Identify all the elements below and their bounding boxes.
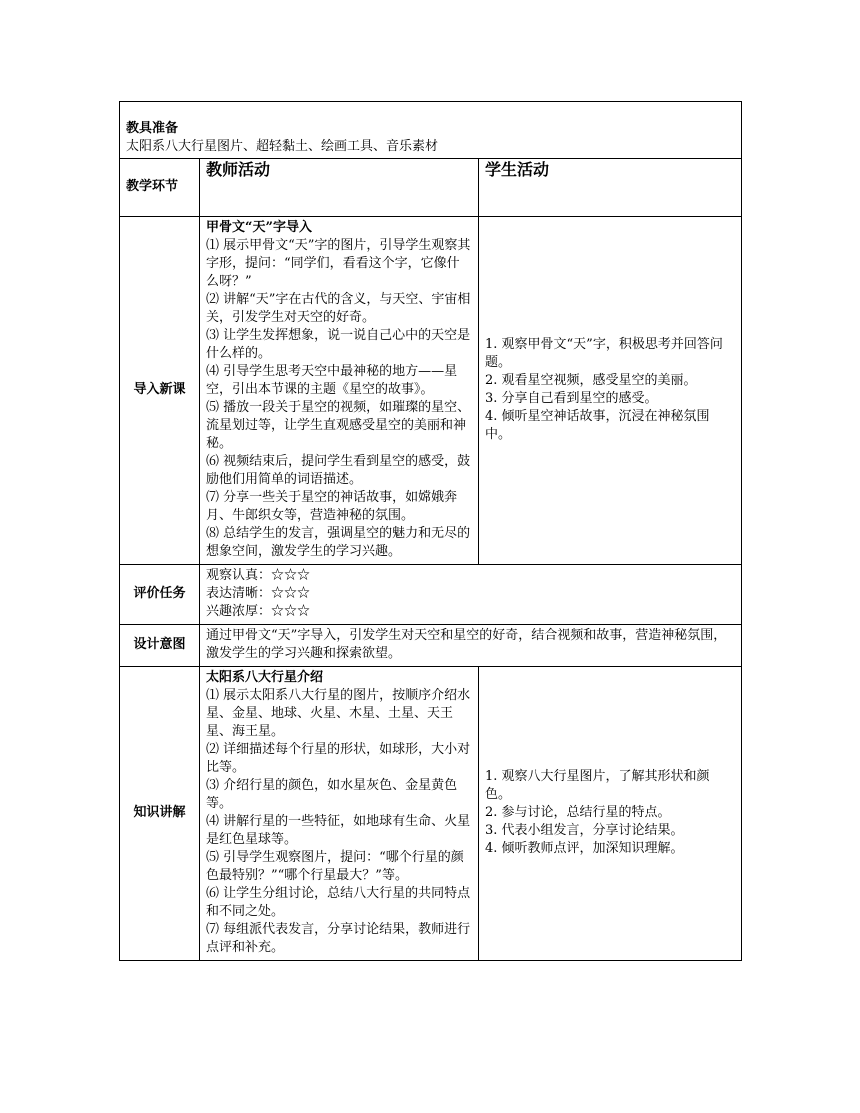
knowledge-teacher-title: 太阳系八大行星介绍 bbox=[206, 670, 324, 685]
knowledge-segment: 知识讲解 bbox=[120, 667, 200, 961]
intro-student-item: 2. 观看星空视频，感受星空的美丽。 bbox=[485, 373, 697, 388]
header-row bbox=[120, 159, 742, 217]
intro-row bbox=[120, 217, 742, 565]
header-teacher: 教师活动 bbox=[200, 159, 479, 217]
materials-row bbox=[120, 102, 742, 159]
knowledge-teacher-item: ⑷ 讲解行星的一些特征，如地球有生命、火星是红色星球等。 bbox=[206, 814, 471, 847]
design-content: 通过甲骨文“天”字导入，引发学生对天空和星空的好奇，结合视频和故事，营造神秘氛围，激发学生的学习兴趣和探索欲望。 bbox=[200, 625, 742, 667]
knowledge-student-item: 3. 代表小组发言，分享讨论结果。 bbox=[485, 823, 684, 838]
intro-teacher-title: 甲骨文“天”字导入 bbox=[206, 220, 312, 235]
evaluation-item: 观察认真：☆☆☆ bbox=[206, 568, 311, 583]
evaluation-segment: 评价任务 bbox=[120, 565, 200, 625]
header-segment: 教学环节 bbox=[120, 159, 200, 217]
intro-student-cell bbox=[479, 217, 742, 565]
evaluation-item: 兴趣浓厚：☆☆☆ bbox=[206, 604, 311, 619]
materials-cell bbox=[120, 102, 742, 159]
intro-teacher-item: ⑻ 总结学生的发言，强调星空的魅力和无尽的想象空间，激发学生的学习兴趣。 bbox=[206, 526, 471, 559]
knowledge-student-item: 2. 参与讨论，总结行星的特点。 bbox=[485, 805, 671, 820]
knowledge-teacher-item: ⑶ 介绍行星的颜色，如水星灰色、金星黄色等。 bbox=[206, 778, 458, 811]
evaluation-row bbox=[120, 565, 742, 625]
intro-teacher-item: ⑵ 讲解“天”字在古代的含义，与天空、宇宙相关，引发学生对天空的好奇。 bbox=[206, 292, 471, 325]
materials-content: 太阳系八大行星图片、超轻黏土、绘画工具、音乐素材 bbox=[126, 139, 439, 154]
knowledge-teacher-item: ⑵ 详细描述每个行星的形状，如球形，大小对比等。 bbox=[206, 742, 471, 775]
intro-teacher-cell bbox=[200, 217, 479, 565]
intro-student-item: 4. 倾听星空神话故事，沉浸在神秘氛围中。 bbox=[485, 409, 710, 442]
intro-teacher-item: ⑷ 引导学生思考天空中最神秘的地方——星空，引出本节课的主题《星空的故事》。 bbox=[206, 364, 458, 397]
evaluation-cell bbox=[200, 565, 742, 625]
knowledge-student-item: 4. 倾听教师点评，加深知识理解。 bbox=[485, 841, 684, 856]
intro-teacher-item: ⑹ 视频结束后，提问学生看到星空的感受，鼓励他们用简单的词语描述。 bbox=[206, 454, 471, 487]
knowledge-row bbox=[120, 667, 742, 961]
knowledge-teacher-item: ⑸ 引导学生观察图片，提问：“哪个行星的颜色最特别？”“哪个行星最大？”等。 bbox=[206, 850, 464, 883]
intro-teacher-item: ⑶ 让学生发挥想象，说一说自己心中的天空是什么样的。 bbox=[206, 328, 471, 361]
intro-teacher-item: ⑴ 展示甲骨文“天”字的图片，引导学生观察其字形，提问：“同学们，看看这个字，它像什么呀？” bbox=[206, 238, 471, 289]
lesson-plan-page bbox=[119, 101, 741, 961]
knowledge-teacher-cell bbox=[200, 667, 479, 961]
knowledge-teacher-item: ⑴ 展示太阳系八大行星的图片，按顺序介绍水星、金星、地球、火星、木星、土星、天王星、海王星。 bbox=[206, 688, 471, 739]
knowledge-student-cell bbox=[479, 667, 742, 961]
intro-student-item: 3. 分享自己看到星空的感受。 bbox=[485, 391, 658, 406]
intro-segment: 导入新课 bbox=[120, 217, 200, 565]
materials-title: 教具准备 bbox=[126, 121, 179, 136]
intro-student-item: 1. 观察甲骨文“天”字，积极思考并回答问题。 bbox=[485, 337, 723, 370]
intro-teacher-item: ⑸ 播放一段关于星空的视频，如璀璨的星空、流星划过等，让学生直观感受星空的美丽和神秘。 bbox=[206, 400, 471, 451]
evaluation-item: 表达清晰：☆☆☆ bbox=[206, 586, 311, 601]
design-segment: 设计意图 bbox=[120, 625, 200, 667]
design-row bbox=[120, 625, 742, 667]
knowledge-student-item: 1. 观察八大行星图片，了解其形状和颜色。 bbox=[485, 769, 710, 802]
intro-teacher-item: ⑺ 分享一些关于星空的神话故事，如嫦娥奔月、牛郎织女等，营造神秘的氛围。 bbox=[206, 490, 458, 523]
knowledge-teacher-item: ⑹ 让学生分组讨论，总结八大行星的共同特点和不同之处。 bbox=[206, 886, 471, 919]
knowledge-teacher-item: ⑺ 每组派代表发言，分享讨论结果，教师进行点评和补充。 bbox=[206, 922, 471, 955]
lesson-plan-table bbox=[119, 101, 742, 961]
header-student: 学生活动 bbox=[479, 159, 742, 217]
